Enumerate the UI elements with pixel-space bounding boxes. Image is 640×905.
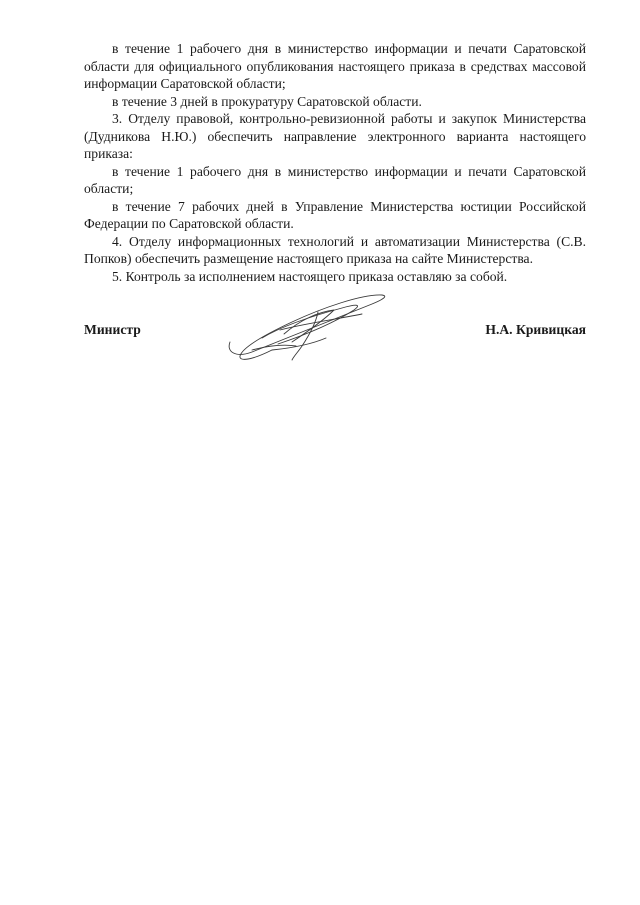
- paragraph-item-3: 3. Отделу правовой, контрольно-ревизионной работы и закупок Министерства (Дудникова Н.Ю.) обеспечить направление электронного варианта настоящего приказа:: [84, 111, 586, 161]
- paragraph-justice-deadline: в течение 7 рабочих дней в Управление Министерства юстиции Российской Федерации по Саратовской области.: [84, 198, 586, 231]
- paragraph-ministry-deadline: в течение 1 рабочего дня в министерство информации и печати Саратовской области;: [84, 163, 586, 196]
- signatory-name: Н.А. Кривицкая: [485, 322, 586, 337]
- paragraph-publication-deadline: в течение 1 рабочего дня в министерство информации и печати Саратовской области для официального опубликования настоящего приказа в средствах массовой информации Саратовской области;: [84, 41, 586, 91]
- handwritten-signature: [222, 290, 392, 370]
- paragraph-item-5: 5. Контроль за исполнением настоящего приказа оставляю за собой.: [112, 268, 508, 284]
- signature-block: [84, 320, 586, 370]
- paragraph-prosecutor-deadline: в течение 3 дней в прокуратуру Саратовской области.: [112, 93, 422, 109]
- paragraph-item-4: 4. Отделу информационных технологий и автоматизации Министерства (С.В. Попков) обеспечить размещение настоящего приказа на сайте Министерства.: [84, 233, 586, 266]
- signatory-title: Министр: [84, 322, 141, 337]
- document-body: [84, 40, 586, 285]
